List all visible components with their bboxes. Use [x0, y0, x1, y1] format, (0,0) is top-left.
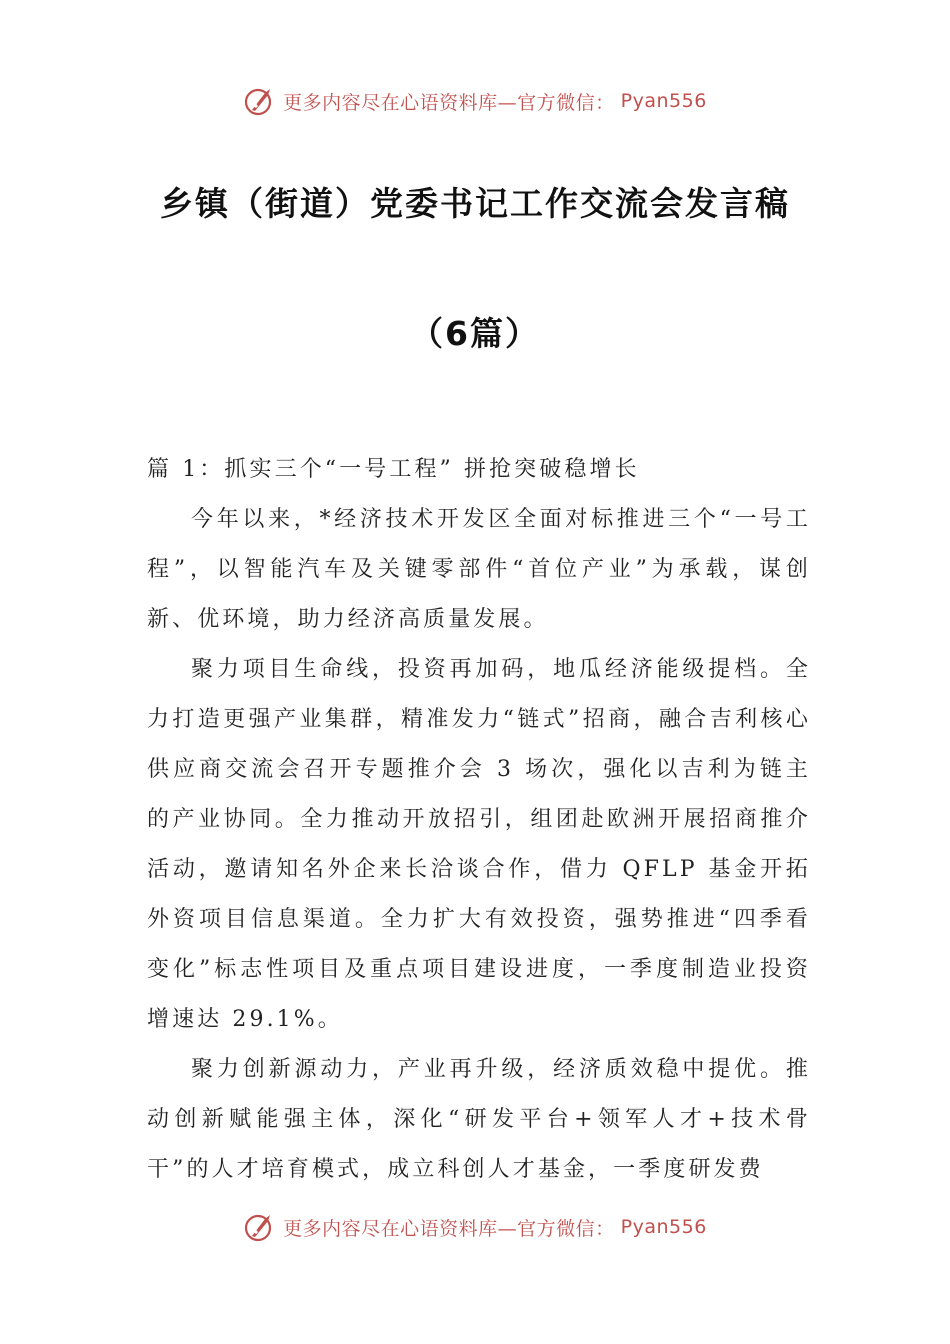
watermark-text: 更多内容尽在心语资料库—官方微信： [283, 91, 615, 114]
pen-nib-circle-icon [243, 1210, 277, 1244]
watermark-header [0, 84, 950, 118]
paragraph: 今年以来，*经济技术开发区全面对标推进三个“一号工程”，以智能汽车及关键零部件“首位产业”为承载，谋创新、优环境，助力经济高质量发展。 [147, 507, 811, 632]
section-heading: 篇 1：抓实三个“一号工程” 拼抢突破稳增长 [147, 457, 640, 482]
paragraph: 聚力创新源动力，产业再升级，经济质效稳中提优。推动创新赋能强主体，深化“研发平台+领军人才+技术骨干”的人才培育模式，成立科创人才基金，一季度研发费 [147, 1057, 811, 1182]
watermark-wechat-id: Pyan556 [620, 1216, 707, 1238]
watermark-text: 更多内容尽在心语资料库—官方微信： [283, 1217, 615, 1240]
watermark-footer [0, 1210, 950, 1244]
document-body [147, 445, 811, 1195]
paragraph: 聚力项目生命线，投资再加码，地瓜经济能级提档。全力打造更强产业集群，精准发力“链式”招商，融合吉利核心供应商交流会召开专题推介会 3 场次，强化以吉利为链主的产业协同。全力推动开放招引，组团赴欧洲开展招商推介活动，邀请知名外企来长洽谈合作，借力 QFLP 基金开拓外资项目信息渠道。全力扩大有效投资，强势推进“四季看变化”标志性项目及重点项目建设进度，一季度制造业投资增速达 29.1%。 [147, 657, 811, 1032]
pen-nib-circle-icon [243, 84, 277, 118]
watermark-wechat-id: Pyan556 [620, 90, 707, 112]
document-title-count: （6篇） [410, 314, 540, 353]
document-title: 乡镇（街道）党委书记工作交流会发言稿 [160, 184, 790, 223]
